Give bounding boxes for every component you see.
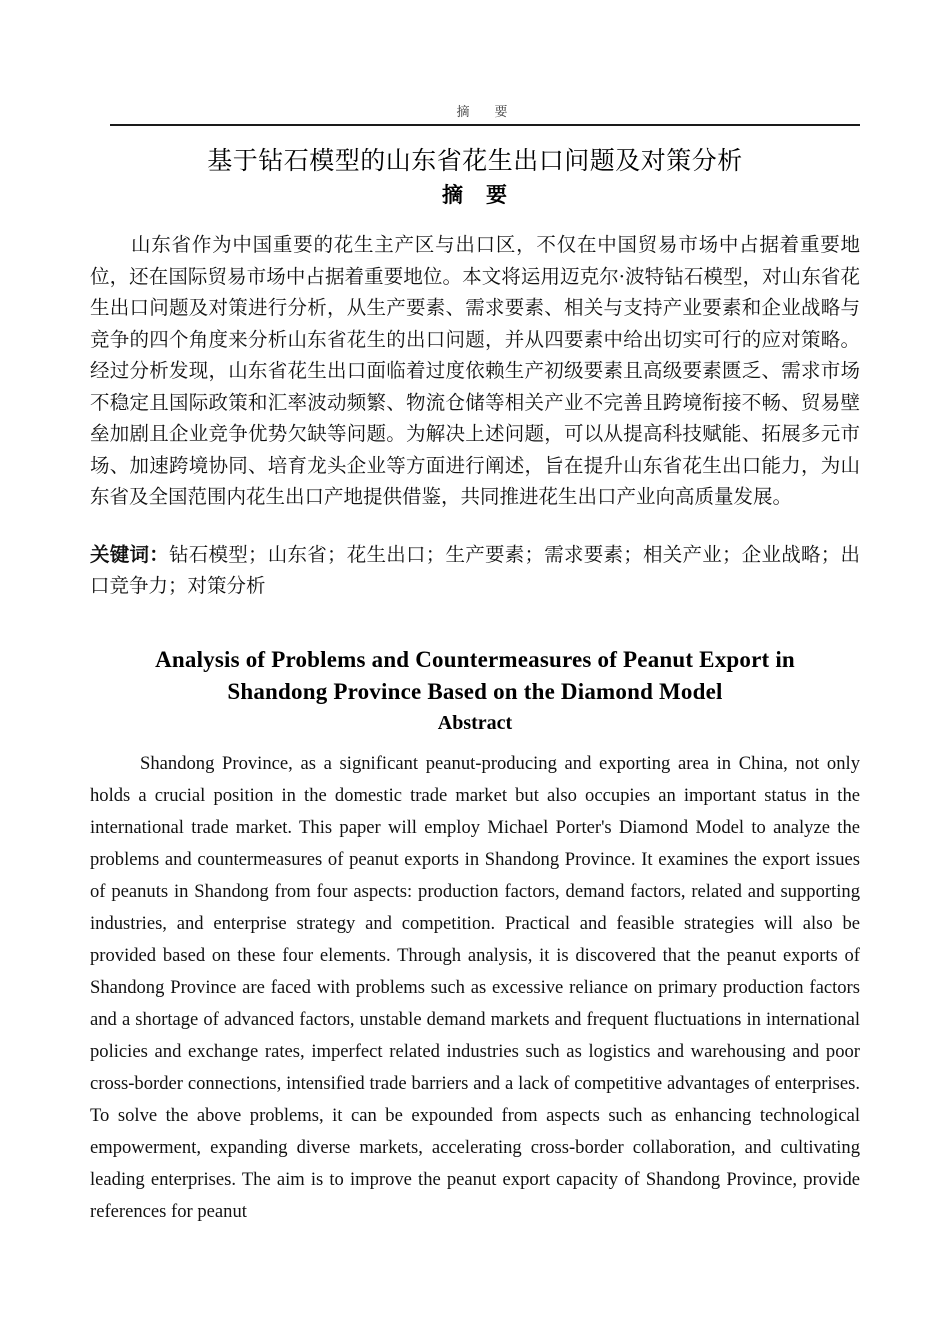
english-abstract-paragraph: Shandong Province, as a significant peanut-producing and exporting area in China, not only holds a crucial position in the domestic trade market but also occupies an important status in the international trade market. This paper will employ Michael Porter's Diamond Model to analyze the problems and countermeasures of peanut exports in Shandong Province. It examines the export issues of peanuts in Shandong from four aspects: production factors, demand factors, related and supporting industries, and enterprise strategy and competition. Practical and feasible strategies will also be provided based on these four elements. Through analysis, it is discovered that the peanut exports of Shandong Province are faced with problems such as excessive reliance on primary production factors and a shortage of advanced factors, unstable demand markets and frequent fluctuations in international policies and exchange rates, imperfect related industries such as logistics and warehousing and poor cross-border connections, intensified trade barriers and a lack of competitive advantages of enterprises. To solve the above problems, it can be expounded from aspects such as enhancing technological empowerment, expanding diverse markets, accelerating cross-border collaboration, and cultivating leading enterprises. The aim is to improve the peanut export capacity of Shandong Province, provide references for peanut bbox=[90, 752, 860, 1222]
chinese-keywords bbox=[90, 539, 860, 602]
chinese-title: 基于钻石模型的山东省花生出口问题及对策分析 bbox=[207, 146, 743, 175]
header-divider-rule bbox=[110, 124, 860, 126]
english-title-line-1: Analysis of Problems and Countermeasures of Peanut Export in bbox=[155, 646, 795, 672]
chinese-abstract-heading: 摘 要 bbox=[442, 183, 508, 207]
keywords-label: 关键词： bbox=[90, 542, 169, 566]
running-header-text: 摘 要 bbox=[456, 104, 514, 119]
document-content bbox=[90, 143, 860, 1246]
english-abstract-heading: Abstract bbox=[437, 711, 513, 734]
chinese-abstract-paragraph: 山东省作为中国重要的花生主产区与出口区，不仅在中国贸易市场中占据着重要地位，还在国际贸易市场中占据着重要地位。本文将运用迈克尔·波特钻石模型，对山东省花生出口问题及对策进行分析，从生产要素、需求要素、相关与支持产业要素和企业战略与竞争的四个角度来分析山东省花生的出口问题，并从四要素中给出切实可行的应对策略。经过分析发现，山东省花生出口面临着过度依赖生产初级要素且高级要素匮乏、需求市场不稳定且国际政策和汇率波动频繁、物流仓储等相关产业不完善且跨境衔接不畅、贸易壁垒加剧且企业竞争优势欠缺等问题。为解决上述问题，可以从提高科技赋能、拓展多元市场、加速跨境协同、培育龙头企业等方面进行阐述，旨在提升山东省花生出口能力，为山东省及全国范围内花生出口产地提供借鉴，共同推进花生出口产业向高质量发展。 bbox=[90, 233, 860, 508]
page-header bbox=[110, 104, 860, 126]
english-title-line-2: Shandong Province Based on the Diamond Model bbox=[227, 678, 723, 704]
keywords-value: 钻石模型；山东省；花生出口；生产要素；需求要素；相关产业；企业战略；出口竞争力；对策分析 bbox=[90, 542, 860, 597]
english-title bbox=[90, 644, 860, 708]
